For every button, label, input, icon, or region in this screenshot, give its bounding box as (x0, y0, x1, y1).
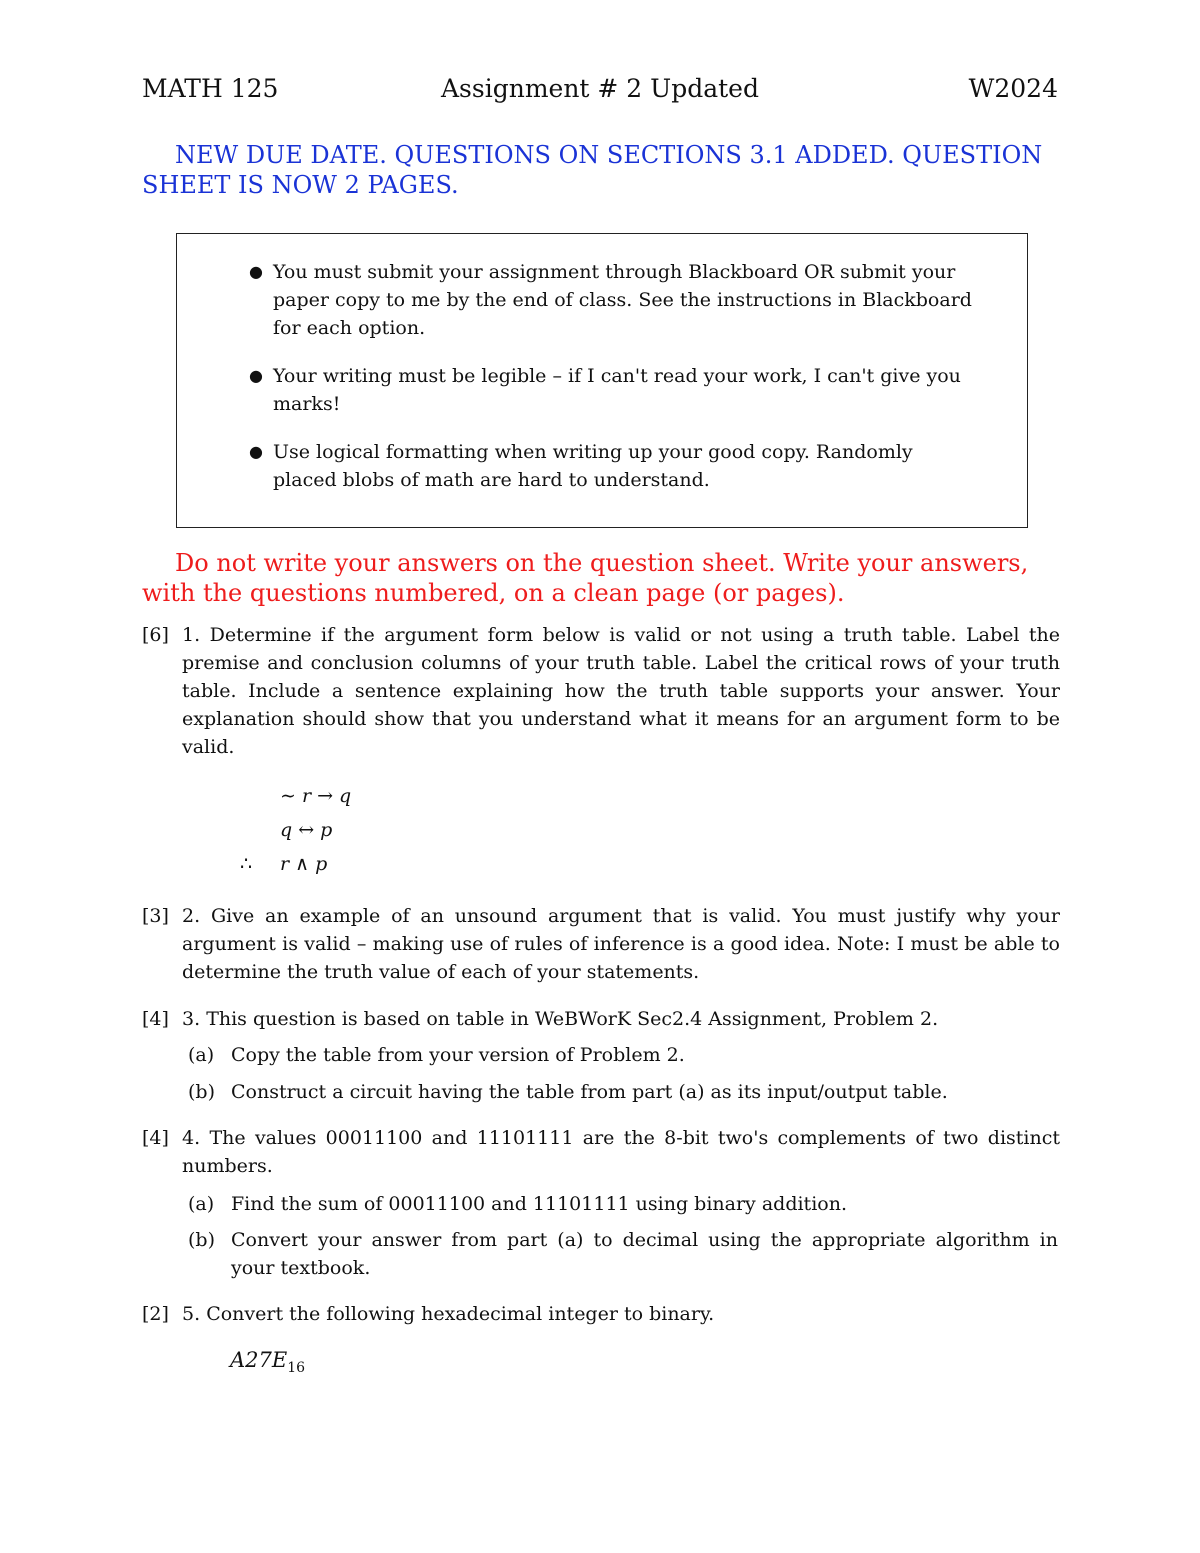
update-notice-text: NEW DUE DATE. QUESTIONS ON SECTIONS 3.1 ADDED. QUESTION SHEET IS NOW 2 PAGES. (142, 141, 1043, 199)
question-marks: [6] (142, 624, 169, 646)
answer-warning (142, 548, 1060, 608)
question-text: 5. Convert the following hexadecimal integer to binary. (182, 1303, 715, 1325)
bullet-icon: ● (249, 442, 263, 461)
question-marks: [4] (142, 1008, 169, 1030)
bullet-icon: ● (249, 366, 263, 385)
question-number: 1. (182, 624, 201, 646)
assignment-title: Assignment # 2 Updated (441, 74, 759, 103)
instruction-item: ● Use logical formatting when writing up your good copy. Randomly placed blobs of math are hard to understand. (273, 438, 973, 494)
bullet-icon: ● (249, 262, 263, 281)
page-header (142, 74, 1058, 114)
therefore-symbol: ∴ (240, 853, 253, 875)
question-marks: [4] (142, 1127, 169, 1149)
question-number: 2. (182, 905, 201, 927)
hex-integer: $A27E_{16}$ (230, 1348, 306, 1377)
question-number: 3. (182, 1008, 201, 1030)
question-text: 3. This question is based on table in WeBWorK Sec2.4 Assignment, Problem 2. (182, 1008, 939, 1030)
hex-base: 16 (287, 1360, 306, 1377)
instructions-list (249, 258, 973, 514)
question-3-part-b: (b) Construct a circuit having the table from part (a) as its input/output table. (188, 1081, 948, 1103)
question-3 (142, 1005, 1060, 1033)
question-text: 1. Determine if the argument form below is valid or not using a truth table. Label the premise and conclusion columns of your truth table. Label the critical rows of your truth table. Include a sentence explaining how the truth table supports your answer. Your explanation should show that you understand what it means for an argument form to be valid. (182, 624, 1060, 758)
term-label: W2024 (968, 74, 1058, 103)
instructions-box (176, 233, 1028, 528)
question-4-part-b: (b) Convert your answer from part (a) to decimal using the appropriate algorithm in your textbook. (188, 1229, 1058, 1279)
question-number: 4. (182, 1127, 201, 1149)
assignment-page: MATH 125 Assignment # 2 Updated W2024 NEW DUE DATE. QUESTIONS ON SECTIONS 3.1 ADDED. QUESTION SHEET IS NOW 2 PAGES. ● You must submit your assignment through Blackboard OR submit your paper copy to me by the end of class. See the instructions in Blackboard for each option. ● Your writing must be legible – if I can't read your work, I can't give you marks! ● Use logical formatting when writing up your good copy. Randomly placed blobs of math are hard to understand. Do not write your answers on the question sheet. Write your answers, with the questions numbered, on a clean page (or pages). [6] 1. Determine if the argument form below is valid or not using a truth table. Label the premise and conclusion columns of your truth table. Label the critical rows of your truth table. Include a sentence explaining how the truth table supports your answer. Your explanation should show that you understand what it means for an argument form to be valid. ∼ r → q q ↔ p ∴ r ∧ p [3] 2. Give an example of an unsound argument that is valid. You must justify why your argument is valid – making use of rules of inference is a good idea. Note: I must be able to determine the truth value of each of your statements. [4] 3. This question is based on table in WeBWorK Sec2.4 Assignment, Problem 2. (a) Copy the table from your version of Problem 2. (b) Construct a circuit having the table from part (a) as its input/output table. [4] 4. The values 00011100 and 11101111 are the 8-bit two's complements of two distinct numbers. (a) Find the sum of 00011100 and 11101111 using binary addition. (b) Convert your answer from part (a) to decimal using the appropriate algorithm in your textbook. [2] 5. Convert the following hexadecimal integer to binary. $A27E_{16}$ (142, 74, 1060, 1377)
question-marks: [3] (142, 905, 169, 927)
question-text: 2. Give an example of an unsound argument that is valid. You must justify why your argument is valid – making use of rules of inference is a good idea. Note: I must be able to determine the truth value of each of your statements. (182, 905, 1060, 983)
question-4-part-a: (a) Find the sum of 00011100 and 11101111 using binary addition. (188, 1193, 847, 1215)
course-code: MATH 125 (142, 74, 279, 103)
question-2 (142, 902, 1060, 986)
update-notice (142, 140, 1060, 200)
answer-warning-text: Do not write your answers on the question sheet. Write your answers, with the questions numbered, on a clean page (or pages). (142, 549, 1029, 607)
question-4 (142, 1124, 1060, 1180)
instruction-item: ● You must submit your assignment through Blackboard OR submit your paper copy to me by the end of class. See the instructions in Blackboard for each option. (273, 258, 973, 342)
question-5 (142, 1300, 1060, 1328)
question-1 (142, 621, 1060, 761)
question-3-part-a: (a) Copy the table from your version of Problem 2. (188, 1044, 685, 1066)
instruction-item: ● Your writing must be legible – if I can't read your work, I can't give you marks! (273, 362, 973, 418)
question-marks: [2] (142, 1303, 169, 1325)
question-number: 5. (182, 1303, 201, 1325)
question-text: 4. The values 00011100 and 11101111 are the 8-bit two's complements of two distinct numbers. (182, 1127, 1060, 1177)
